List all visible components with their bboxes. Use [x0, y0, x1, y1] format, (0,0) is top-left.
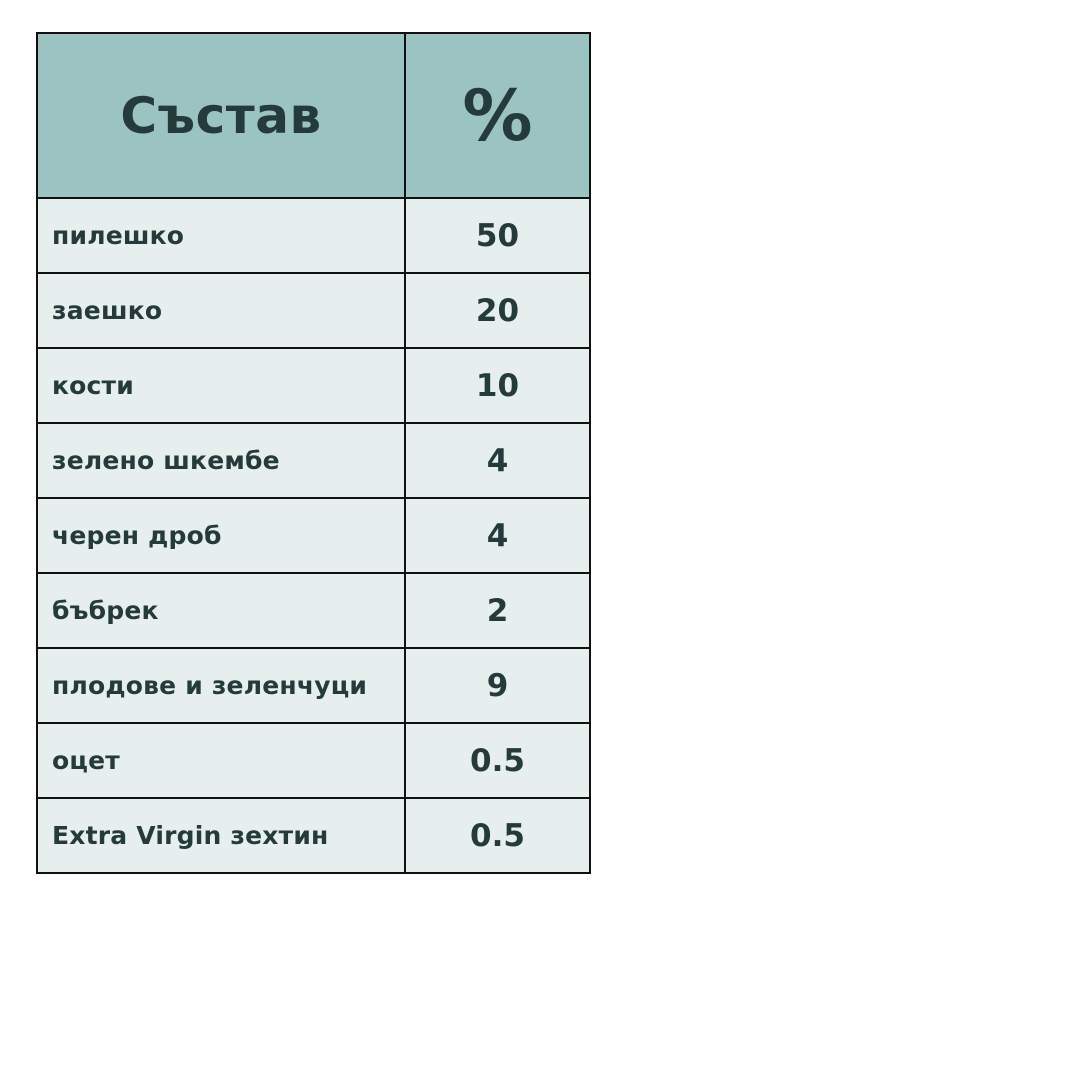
- table-row: [37, 798, 590, 873]
- table-row: [37, 498, 590, 573]
- ingredient-cell: кости: [37, 348, 405, 423]
- percent-cell: 9: [405, 648, 590, 723]
- percent-cell: 0.5: [405, 723, 590, 798]
- ingredient-cell: Extra Virgin зехтин: [37, 798, 405, 873]
- percent-cell: 20: [405, 273, 590, 348]
- header-percent: %: [405, 33, 590, 198]
- ingredient-cell: заешко: [37, 273, 405, 348]
- header-row: [37, 33, 590, 198]
- percent-cell: 4: [405, 423, 590, 498]
- table-row: [37, 723, 590, 798]
- header-ingredient: Състав: [37, 33, 405, 198]
- percent-cell: 4: [405, 498, 590, 573]
- ingredient-cell: плодове и зеленчуци: [37, 648, 405, 723]
- table-row: [37, 573, 590, 648]
- ingredient-cell: черен дроб: [37, 498, 405, 573]
- ingredient-cell: оцет: [37, 723, 405, 798]
- percent-cell: 2: [405, 573, 590, 648]
- ingredient-cell: пилешко: [37, 198, 405, 273]
- table-row: [37, 348, 590, 423]
- table-row: [37, 198, 590, 273]
- table-row: [37, 423, 590, 498]
- composition-table: [36, 32, 591, 874]
- ingredient-cell: зелено шкембе: [37, 423, 405, 498]
- table-row: [37, 648, 590, 723]
- percent-cell: 50: [405, 198, 590, 273]
- table-header: [37, 33, 590, 198]
- table-row: [37, 273, 590, 348]
- percent-cell: 10: [405, 348, 590, 423]
- percent-cell: 0.5: [405, 798, 590, 873]
- table-body: [37, 198, 590, 873]
- ingredient-cell: бъбрек: [37, 573, 405, 648]
